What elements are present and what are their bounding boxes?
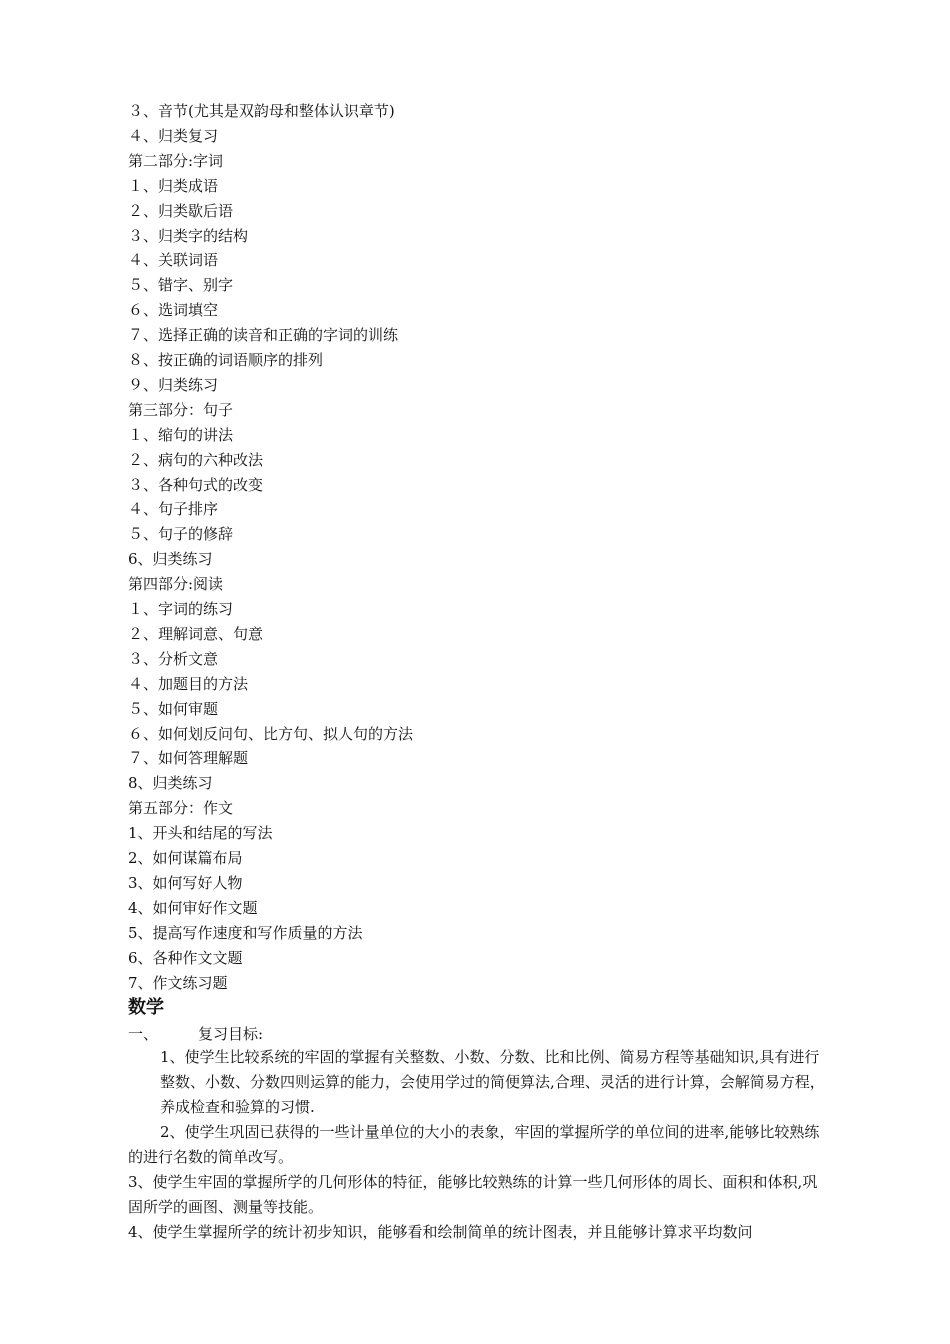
outline-line: ３、各种句式的改变 [128,475,264,494]
outline-line: ８、按正确的词语顺序的排列 [128,351,324,369]
outline-line: ６、选词填空 [128,301,219,320]
math-goal-1: 1、使学生比较系统的牢固的掌握有关整数、小数、分数、比和比例、简易方程等基础知识,具有进行整数、小数、分数四则运算的能力，会使用学过的简便算法,合理、灵活的进行计算，会解简易方程，养成检查和验算的习惯. [160,1048,825,1116]
outline-line: ２、归类歇后语 [128,201,234,220]
outline-line: 5、提高写作速度和写作质量的方法 [128,923,363,942]
outline-line: 第二部分:字词 [128,151,224,170]
outline-line: ４、句子排序 [128,500,219,519]
outline-line: 第三部分：句子 [128,400,234,419]
outline-line: ４、加题目的方法 [128,674,249,693]
outline-line: １、归类成语 [128,176,219,195]
outline-line: ３、分析文意 [128,649,219,668]
outline-line: ９、归类练习 [128,375,219,394]
outline-line: 第四部分:阅读 [128,575,224,594]
outline-line: 第五部分：作文 [128,799,234,818]
outline-line: 8、归类练习 [128,774,213,793]
outline-line: ２、病句的六种改法 [128,450,264,469]
section-title: 复习目标: [198,1025,264,1043]
outline-line: ２、理解词意、句意 [128,624,264,643]
outline-line: 3、如何写好人物 [128,873,243,892]
math-goal-4: 4、使学生掌握所学的统计初步知识，能够看和绘制简单的统计图表，并且能够计算求平均数问 [128,1223,753,1241]
math-goal-3: 3、使学生牢固的掌握所学的几何形体的特征，能够比较熟练的计算一些几何形体的周长、面积和体积,巩固所学的画图、测量等技能。 [128,1173,818,1216]
outline-line: ３、归类字的结构 [128,226,249,245]
outline-line: 4、如何审好作文题 [128,898,258,917]
outline-line: 2、如何谋篇布局 [128,849,243,867]
math-heading: 数学 [128,997,164,1018]
math-section-1-title [128,1023,263,1045]
outline-line: 6、归类练习 [128,550,213,569]
outline-line: 6、各种作文文题 [128,948,243,967]
section-number: 一、 [128,1025,159,1043]
outline-line: 7、作文练习题 [128,973,228,992]
outline-line: ５、如何审题 [128,699,219,718]
outline-line: ６、如何划反问句、比方句、拟人句的方法 [128,724,414,743]
outline-line: ７、选择正确的读音和正确的字词的训练 [128,326,399,345]
outline-line: １、字词的练习 [128,600,234,618]
outline-line: ４、归类复习 [128,126,219,145]
outline-line: ４、关联词语 [128,251,219,270]
outline-line: 1、开头和结尾的写法 [128,824,273,843]
outline-line: ７、如何答理解题 [128,749,249,768]
outline-line: ３、音节(尤其是双韵母和整体认识章节) [128,102,395,120]
outline-line: １、缩句的讲法 [128,425,234,444]
math-goal-2: 2、使学生巩固已获得的一些计量单位的大小的表象，牢固的掌握所学的单位间的进率,能够比较熟练的进行名数的简单改写。 [128,1123,820,1166]
outline-line: ５、句子的修辞 [128,525,234,544]
outline-line: ５、错字、别字 [128,276,234,295]
